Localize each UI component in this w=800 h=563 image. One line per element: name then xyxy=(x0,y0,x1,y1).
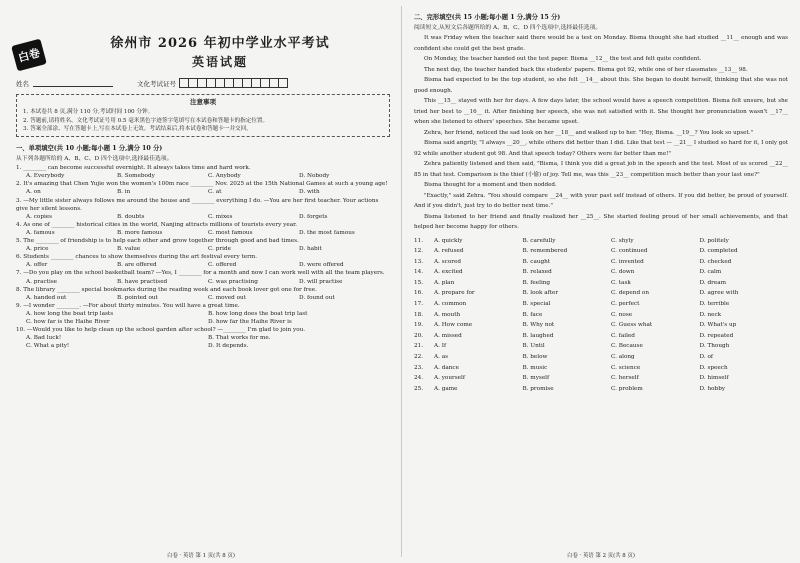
option: C. was practising xyxy=(208,278,258,285)
question-list xyxy=(16,164,390,350)
question-stem: 5. The ________ of friendship is to help each other and grow together through good and bad times. xyxy=(16,238,299,245)
option: D. found out xyxy=(299,294,335,301)
choice-option: C. shyly xyxy=(611,237,634,244)
passage-paragraph: Zehra patiently listened and then said, "Bisma, I think you did a great job in the speech and the test. Most of us scored __22__ 85 in that test. Comparison is the thief (小偷) of joy. Tell me, was this __23__ competition much better than your last one?" xyxy=(414,161,788,178)
question-stem: 9. —I wonder ________. —For about thirty minutes. You will have a great time. xyxy=(16,302,240,309)
option: D. how far the Haihe River is xyxy=(208,318,292,325)
option: A. how long the boat trip lasts xyxy=(26,310,114,317)
passage-paragraph: Bisma had expected to be the top student, so she felt __14__ about this. She began to doubt herself, thinking that she was not good enough. xyxy=(414,77,788,94)
notice-item: 2. 答题前,请将姓名、文化考试证号用 0.5 毫米黑色字迹签字笔填写在本试卷和答题卡的指定位置。 xyxy=(23,117,269,124)
choice-option: A. as xyxy=(434,354,449,361)
choice-number: 19. xyxy=(414,322,424,329)
question-options xyxy=(16,294,390,302)
choice-option: C. task xyxy=(611,279,631,286)
choice-number: 13. xyxy=(414,258,424,265)
choice-option: A. scored xyxy=(434,258,461,265)
option: C. pride xyxy=(208,246,231,253)
name-field[interactable] xyxy=(33,79,113,87)
option: A. copies xyxy=(26,213,53,220)
choice-option: A. How come xyxy=(434,322,473,329)
choice-option: A. plan xyxy=(434,279,455,286)
option: A. Bad luck! xyxy=(26,335,62,342)
choice-number: 15. xyxy=(414,279,424,286)
choice-option: D. politely xyxy=(699,237,729,244)
choice-number: 24. xyxy=(414,375,424,382)
choice-option: A. game xyxy=(434,385,458,392)
option: D. forgets xyxy=(299,213,328,220)
question-stem: 3. —My little sister always follows me around the house and ________ everything I do. —You are her first teacher. Your actions give her silent lessons. xyxy=(16,197,379,212)
choice-option: D. repeated xyxy=(699,332,734,339)
question-stem: 8. The library ________ special bookmarks during the reading week and each book lover got one for free. xyxy=(16,286,317,293)
choice-option: C. down xyxy=(611,269,635,276)
option: A. practise xyxy=(26,278,58,285)
choice-option: B. face xyxy=(522,311,543,318)
exam-title: 徐州市 2026 年初中学业水平考试 xyxy=(110,36,330,51)
option: A. famous xyxy=(26,229,55,236)
choice-option: D. himself xyxy=(699,375,729,382)
option: C. Anybody xyxy=(208,173,241,180)
choice-option: D. speech xyxy=(699,364,728,371)
choice-option: A. prepare for xyxy=(434,290,475,297)
choice-number: 22. xyxy=(414,354,424,361)
choice-option: D. terrible xyxy=(699,301,730,308)
section-instruction: 阅读短文,从短文后各题所给的 A、B、C、D 四个选项中,选择最佳选项。 xyxy=(414,25,602,31)
passage-paragraph: The next day, the teacher handed back the students' papers. Bisma got 92, while one of her classmates __13__ 98. xyxy=(424,66,748,73)
passage-paragraph: Bisma thought for a moment and then nodded. xyxy=(424,182,557,188)
question-options xyxy=(16,188,390,196)
choice-option: B. special xyxy=(522,301,551,308)
choice-number: 11. xyxy=(414,237,424,244)
choice-option: B. Until xyxy=(522,343,545,350)
option: D. with xyxy=(299,189,320,196)
option: C. at xyxy=(208,189,222,196)
passage-paragraph: On Monday, the teacher handed out the test paper. Bisma __12__ the test and felt quite confident. xyxy=(424,56,702,62)
cloze-options xyxy=(414,236,788,395)
option: D. habit xyxy=(299,246,322,253)
section-title: 一、单项填空(共 10 小题;每小题 1 分,满分 10 分) xyxy=(16,145,163,153)
candidate-info xyxy=(16,78,390,88)
choice-option: A. excited xyxy=(434,269,463,276)
choice-option: A. missed xyxy=(434,332,462,339)
option: B. have practised xyxy=(117,278,168,285)
question-options xyxy=(16,245,390,253)
choice-number: 12. xyxy=(414,248,424,255)
question-options xyxy=(16,334,390,350)
question-stem: 2. It's amazing that Chen Yujie won the women's 100m race ________ Nov. 2025 at the 15th National Games at such a young age! xyxy=(16,181,388,188)
option: D. It depends. xyxy=(208,343,249,350)
choice-option: B. myself xyxy=(522,375,550,382)
notice-item: 1. 本试卷共 8 页,满分 110 分,考试时间 100 分钟。 xyxy=(23,109,154,116)
choice-option: C. science xyxy=(611,364,641,371)
choice-number: 16. xyxy=(414,290,424,297)
option: B. more famous xyxy=(117,229,163,236)
option: C. What a pity! xyxy=(26,343,70,350)
option: A. on xyxy=(26,189,41,196)
choice-option: B. relaxed xyxy=(522,269,552,276)
page-two xyxy=(402,0,800,563)
choice-option: D. of xyxy=(699,354,714,361)
option: B. doubts xyxy=(117,213,145,220)
question-stem: 7. —Do you play on the school basketball team? —Yes, I ________ for a month and now I can work well with all the team players. xyxy=(16,270,385,277)
choice-option: D. What's up xyxy=(699,322,737,329)
choice-option: A. dance xyxy=(434,364,459,371)
option: A. Everybody xyxy=(26,173,65,180)
option: D. Nobody xyxy=(299,173,330,180)
choice-option: C. perfect xyxy=(611,301,640,308)
option: D. were offered xyxy=(299,262,344,269)
passage-paragraph: Bisma listened to her friend and finally realized her __25__. She started feeling proud of her small achievements, and that helped her become happy for others. xyxy=(414,213,788,230)
question-options xyxy=(16,261,390,269)
choice-option: C. problem xyxy=(611,385,643,392)
option: A. price xyxy=(26,246,49,253)
question-stem: 4. As one of ________ historical cities in the world, Nanjing attracts millions of tourists every year. xyxy=(16,221,297,228)
option: C. how far is the Haihe River xyxy=(26,318,110,325)
page-footer: 白卷 · 英语 第 1 页(共 8 页) xyxy=(167,553,235,559)
choice-option: A. yourself xyxy=(434,375,465,382)
option: A. offer xyxy=(26,262,48,269)
choice-number: 20. xyxy=(414,332,424,339)
option: B. how long does the boat trip last xyxy=(208,310,308,317)
choice-option: B. caught xyxy=(522,258,551,265)
page-footer: 白卷 · 英语 第 2 页(共 8 页) xyxy=(567,553,635,559)
choice-number: 25. xyxy=(414,385,424,392)
passage xyxy=(414,33,788,233)
option: D. the most famous xyxy=(299,229,355,236)
choice-option: D. checked xyxy=(699,258,732,265)
option: B. are offered xyxy=(117,262,157,269)
option: B. value xyxy=(117,246,141,253)
choice-option: D. agree with xyxy=(699,290,739,297)
notice-item: 3. 答案全部涂、写在答题卡上,写在本试卷上无效。考试结束后,将本试卷和答题卡一并交回。 xyxy=(23,125,252,132)
choice-option: D. neck xyxy=(699,311,722,318)
choice-number: 21. xyxy=(414,343,424,350)
choice-option: A. refused xyxy=(434,248,464,255)
choice-option: A. common xyxy=(434,301,467,308)
option: B. in xyxy=(117,189,131,196)
choice-option: B. below xyxy=(522,354,548,361)
passage-paragraph: It was Friday when the teacher said there would be a test on Monday. Bisma thought she had studied __11__ enough and was confident she could get the best grade. xyxy=(414,35,788,52)
choice-option: C. nose xyxy=(611,311,633,318)
choice-option: B. music xyxy=(522,364,548,371)
choice-option: D. completed xyxy=(699,248,738,255)
choice-option: D. dream xyxy=(699,279,726,286)
question-stem: 1. ________ can become successful overnight. It always takes time and hard work. xyxy=(16,165,251,172)
choice-option: C. depend on xyxy=(611,290,649,297)
choice-option: A. quickly xyxy=(434,237,463,244)
choice-option: B. promise xyxy=(522,385,554,392)
choice-option: C. Because xyxy=(611,343,643,350)
id-label: 文化考试证号 xyxy=(137,79,176,88)
choice-option: C. failed xyxy=(611,332,635,339)
id-boxes[interactable] xyxy=(180,78,288,88)
passage-paragraph: Bisma said angrily, "I always __20__, while others did better than I did. Like that test — __21__ I studied so hard for it, I only got 92 while another student got 98. And that speech today? Others were far better than me!" xyxy=(414,140,788,157)
option: D. will practise xyxy=(299,278,343,285)
option: B. pointed out xyxy=(117,294,158,301)
option: B. That works for me. xyxy=(208,335,271,342)
choice-number: 14. xyxy=(414,269,424,276)
choice-option: B. Why not xyxy=(522,322,555,329)
question-options xyxy=(16,229,390,237)
choice-option: B. laughed xyxy=(522,332,554,339)
choice-option: A. mouth xyxy=(434,311,461,318)
choice-option: D. Though xyxy=(699,343,730,350)
option: C. most famous xyxy=(208,229,253,236)
choice-number: 23. xyxy=(414,364,424,371)
notice-box xyxy=(16,94,390,137)
choice-option: D. calm xyxy=(699,269,722,276)
question-stem: 6. Students ________ chances to show themselves during the art festival every term. xyxy=(16,254,258,261)
choice-option: C. invented xyxy=(611,258,644,265)
question-stem: 10. —Would you like to help clean up the school garden after school? —________ I'm glad to join you. xyxy=(16,327,306,334)
paper-label-stamp: 白卷 xyxy=(11,39,47,72)
option: A. handed out xyxy=(26,294,67,301)
choice-option: A. If xyxy=(434,343,447,350)
choice-option: D. hobby xyxy=(699,385,726,392)
section-instruction: 从下列各题所给的 A、B、C、D 四个选项中,选择最佳选项。 xyxy=(16,156,173,163)
option: B. Somebody xyxy=(117,173,155,180)
choice-number: 18. xyxy=(414,311,424,318)
option: C. mixes xyxy=(208,213,233,220)
choice-option: B. feeling xyxy=(522,279,551,286)
question-options xyxy=(16,213,390,221)
section-title: 二、完形填空(共 15 小题;每小题 1 分,满分 15 分) xyxy=(414,14,561,21)
passage-paragraph: This __15__ stayed with her for days. A few days later, the school would have a speech competition. Bisma felt unsure, but she tried her best to __16__ it. After finishing her speech, she was not satisfied with it. She thought her pronunciation wasn't __17__ when she listened to others' speeches. She became upset. xyxy=(414,98,788,125)
option: C. offered xyxy=(208,262,237,269)
choice-number: 17. xyxy=(414,301,424,308)
notice-title: 注意事项 xyxy=(190,98,216,106)
exam-subtitle: 英语试题 xyxy=(191,55,248,69)
passage-paragraph: "Exactly," said Zehra. "You should compare __24__ with your past self instead of others. If you did better, be proud of yourself. And if you didn't, just try to do better next time." xyxy=(414,192,788,209)
name-label: 姓名 xyxy=(16,79,29,88)
choice-option: C. along xyxy=(611,354,635,361)
choice-option: C. Guess what xyxy=(611,322,653,329)
choice-option: B. carefully xyxy=(522,237,556,244)
choice-option: B. look after xyxy=(522,290,559,297)
question-options xyxy=(16,310,390,326)
option: C. moved out xyxy=(208,294,246,301)
choice-option: C. continued xyxy=(611,248,648,255)
question-options xyxy=(16,172,390,180)
passage-paragraph: Zehra, her friend, noticed the sad look on her __18__ and walked up to her. "Hey, Bisma. __19__? You look so upset." xyxy=(424,129,754,136)
choice-option: B. remembered xyxy=(522,248,568,255)
question-options xyxy=(16,278,390,286)
choice-option: C. herself xyxy=(611,375,639,382)
